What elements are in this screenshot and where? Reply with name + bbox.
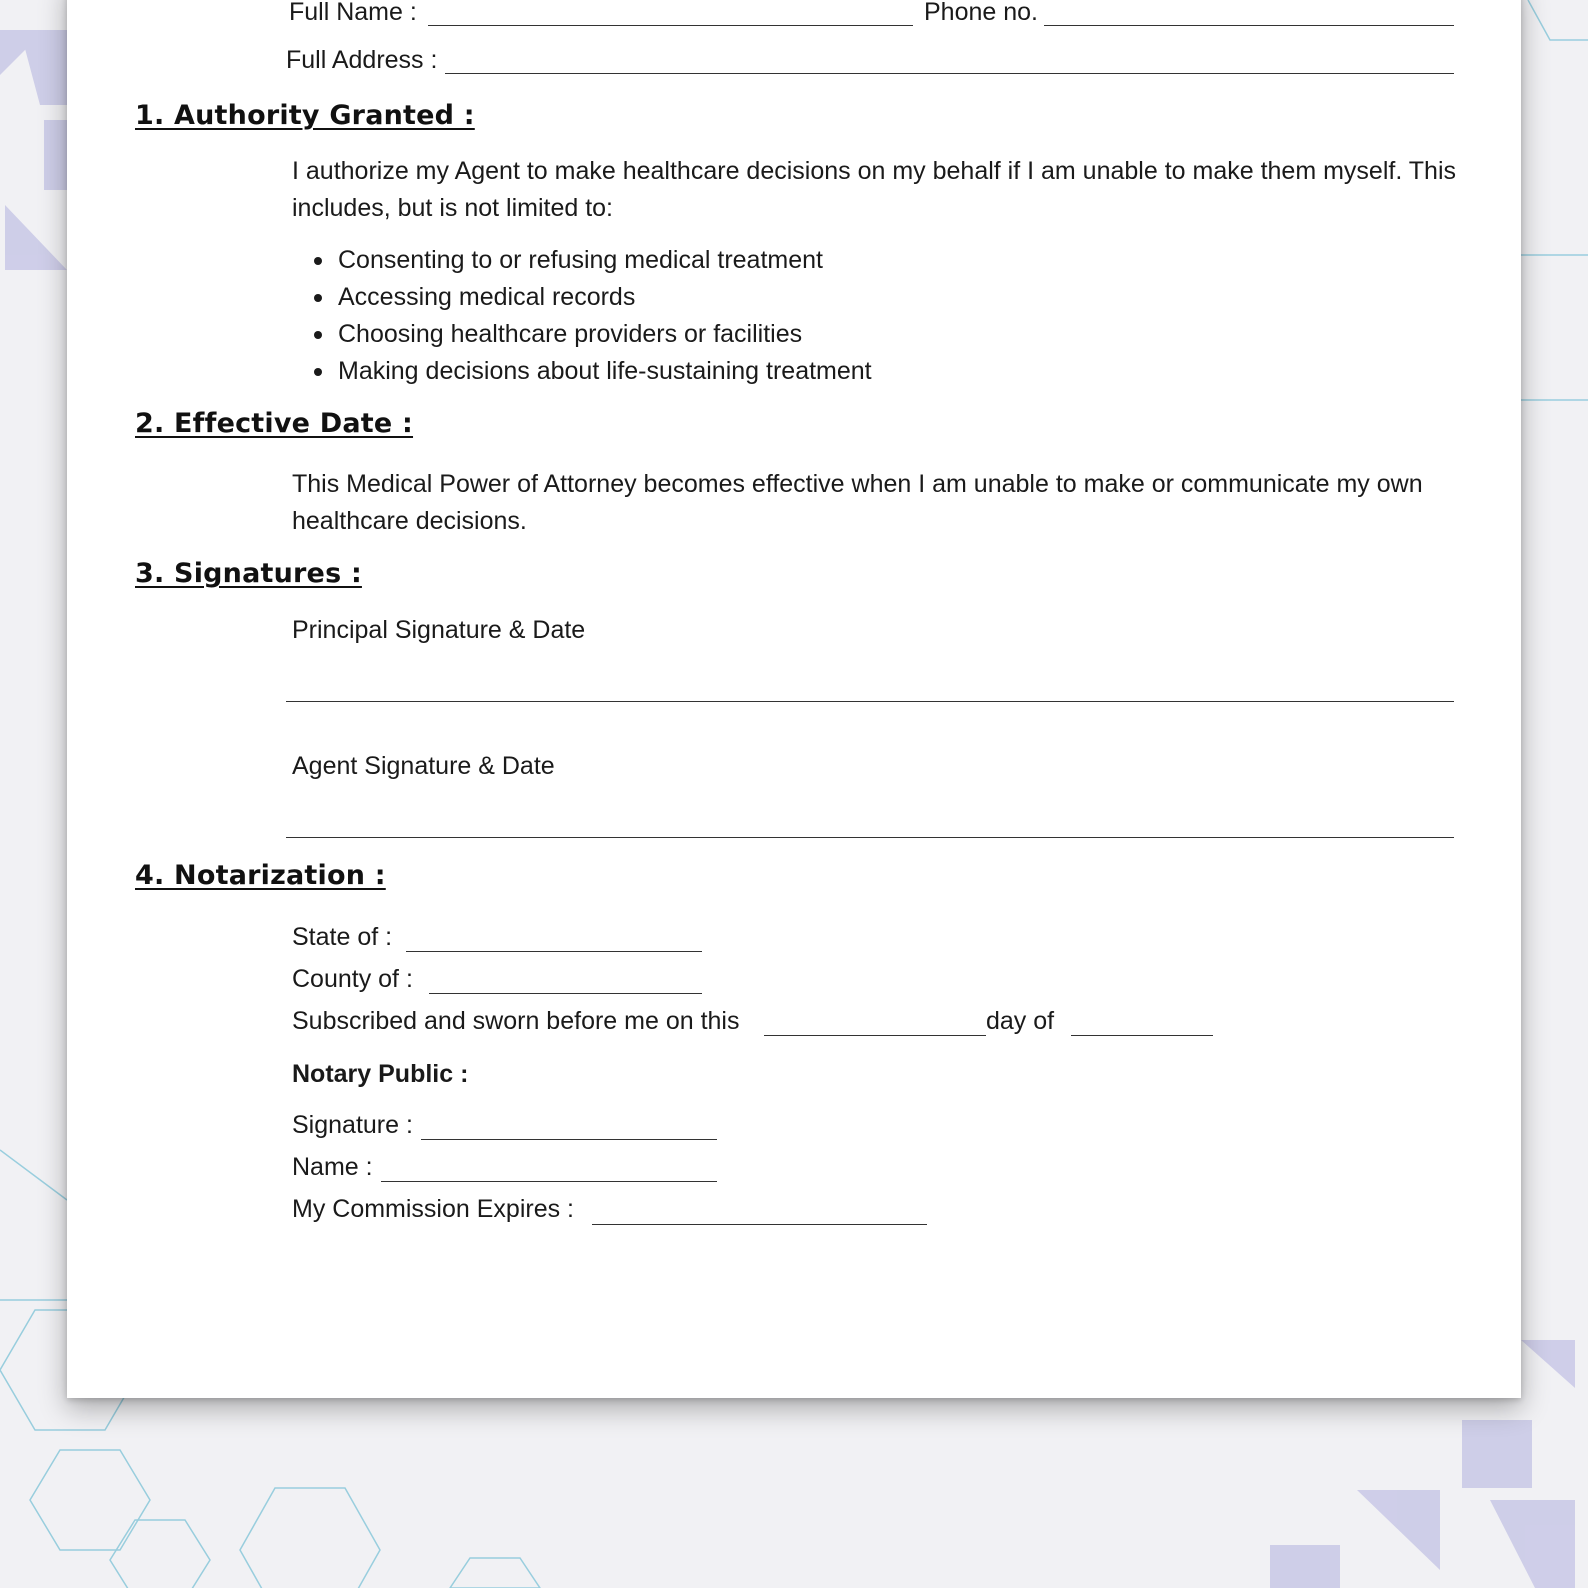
full-address-label: Full Address : — [286, 46, 438, 74]
sworn-day-field[interactable] — [764, 1035, 986, 1036]
principal-signature-label: Principal Signature & Date — [292, 616, 586, 644]
day-of-label: day of — [986, 1007, 1055, 1035]
section-heading-authority: 1. Authority Granted : — [135, 100, 475, 131]
county-label: County of : — [292, 965, 413, 993]
effective-date-text: This Medical Power of Attorney becomes effective when I am unable to make or communicate my own healthcare decisions. — [292, 470, 1423, 535]
bullet-icon — [314, 368, 322, 376]
authority-list — [314, 242, 872, 390]
geometric-shapes-left — [0, 30, 67, 270]
section-heading-signatures: 3. Signatures : — [135, 558, 362, 589]
state-label: State of : — [292, 923, 393, 951]
state-field[interactable] — [406, 951, 702, 952]
list-item — [314, 316, 872, 353]
list-item-text: Choosing healthcare providers or facilities — [338, 320, 803, 348]
list-item — [314, 279, 872, 316]
list-item-text: Making decisions about life-sustaining treatment — [338, 357, 872, 385]
sworn-label: Subscribed and sworn before me on this — [292, 1007, 740, 1035]
list-item-text: Consenting to or refusing medical treatment — [338, 246, 823, 274]
commission-expires-label: My Commission Expires : — [292, 1195, 574, 1223]
full-address-field[interactable] — [445, 73, 1454, 74]
phone-label: Phone no. — [924, 0, 1038, 26]
bullet-icon — [314, 331, 322, 339]
section-heading-notarization: 4. Notarization : — [135, 860, 386, 891]
list-item — [314, 353, 872, 390]
principal-signature-field[interactable] — [286, 701, 1454, 702]
list-item — [314, 242, 872, 279]
section-heading-effective-date: 2. Effective Date : — [135, 408, 414, 439]
authority-intro: I authorize my Agent to make healthcare decisions on my behalf if I am unable to make them myself. This includes, but is not limited to: — [292, 157, 1457, 222]
notary-signature-label: Signature : — [292, 1111, 413, 1139]
notary-name-label: Name : — [292, 1153, 373, 1181]
notary-signature-field[interactable] — [421, 1139, 717, 1140]
notary-name-field[interactable] — [381, 1181, 717, 1182]
bullet-icon — [314, 294, 322, 302]
sworn-month-field[interactable] — [1071, 1035, 1213, 1036]
notary-public-heading: Notary Public : — [292, 1060, 469, 1088]
county-field[interactable] — [429, 993, 702, 994]
commission-expires-field[interactable] — [592, 1224, 927, 1225]
full-name-label: Full Name : — [289, 0, 417, 26]
full-name-field[interactable] — [428, 25, 913, 26]
phone-field[interactable] — [1044, 25, 1454, 26]
agent-signature-field[interactable] — [286, 837, 1454, 838]
list-item-text: Accessing medical records — [338, 283, 636, 311]
agent-signature-label: Agent Signature & Date — [292, 752, 555, 780]
bullet-icon — [314, 257, 322, 265]
